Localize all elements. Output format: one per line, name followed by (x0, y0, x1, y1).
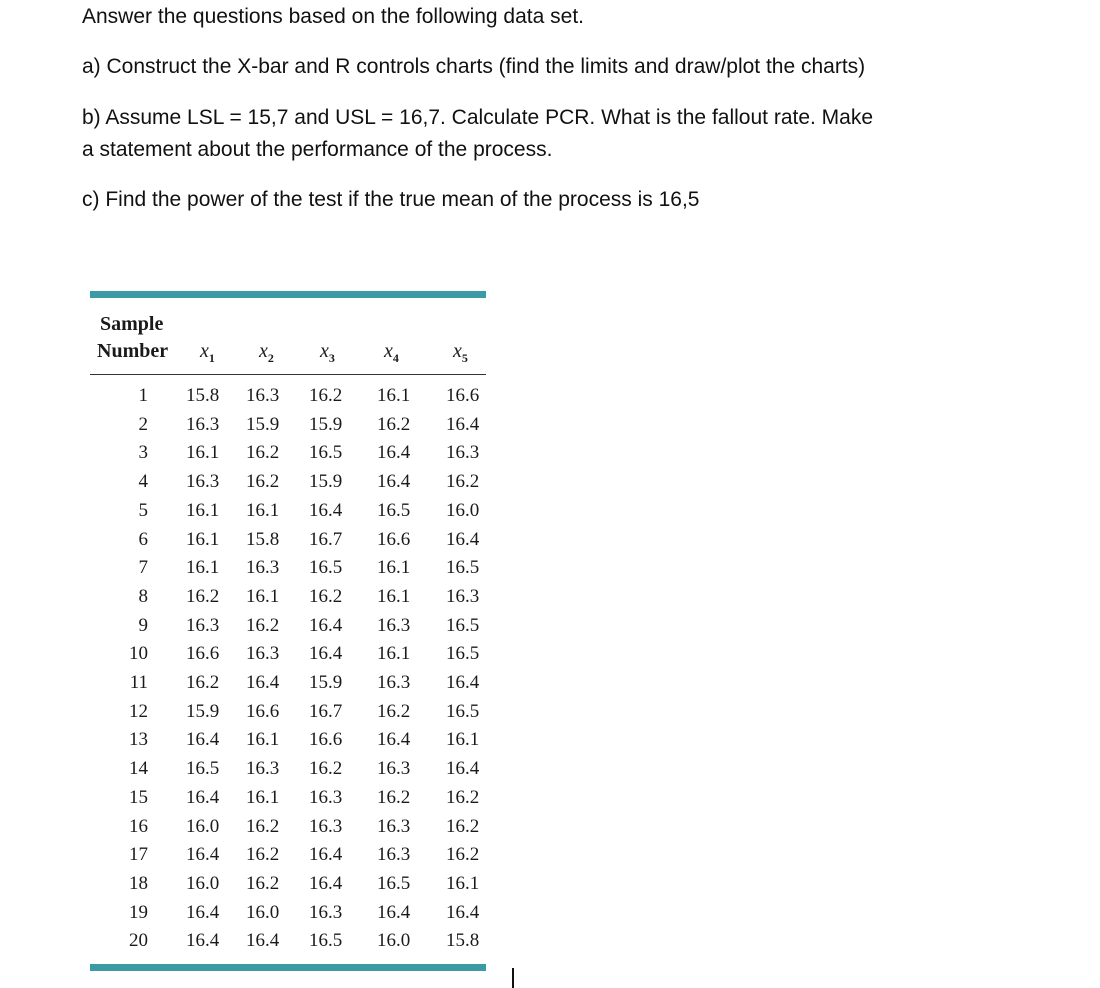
value-cell: 16.1 (246, 786, 280, 808)
value-cell: 16.2 (446, 786, 480, 808)
intro-text: Answer the questions based on the following data set. (82, 5, 584, 28)
value-cell: 16.5 (377, 499, 411, 521)
sample-number-cell: 11 (129, 672, 148, 693)
value-cell: 16.5 (309, 557, 343, 579)
question-b-line1: b) Assume LSL = 15,7 and USL = 16,7. Calculate PCR. What is the fallout rate. Make (82, 106, 874, 129)
table-row (90, 500, 486, 528)
value-cell: 16.0 (446, 499, 480, 521)
value-cell: 16.4 (309, 872, 343, 894)
value-cell: 16.2 (309, 585, 343, 607)
value-cell: 16.0 (377, 930, 411, 952)
value-cell: 16.3 (446, 442, 480, 464)
table-row (90, 816, 486, 844)
value-cell: 16.6 (246, 700, 280, 722)
value-cell: 16.3 (377, 672, 411, 693)
sample-number-cell: 6 (138, 528, 148, 550)
sample-number-cell: 13 (129, 729, 148, 751)
value-cell: 16.7 (309, 700, 343, 722)
value-cell: 16.4 (309, 499, 343, 521)
value-cell: 16.2 (377, 786, 411, 808)
sample-number-cell: 1 (138, 385, 148, 406)
value-cell: 16.4 (309, 844, 343, 866)
value-cell: 16.4 (186, 786, 220, 808)
sample-number-cell: 7 (138, 557, 148, 579)
value-cell: 16.2 (446, 844, 480, 866)
table-row (90, 787, 486, 815)
question-b-line2: a statement about the performance of the process. (82, 138, 553, 161)
sample-number-cell: 19 (129, 901, 148, 923)
value-cell: 15.9 (186, 700, 220, 722)
sample-number-cell: 20 (129, 930, 148, 952)
sample-number-cell: 2 (138, 413, 148, 435)
value-cell: 16.1 (377, 557, 411, 579)
value-cell: 16.1 (246, 585, 280, 607)
table-top-rule (90, 291, 486, 298)
value-cell: 16.1 (446, 729, 480, 751)
value-cell: 16.3 (246, 758, 280, 780)
header-x1: $x_1$ (200, 340, 215, 365)
value-cell: 16.4 (377, 471, 411, 493)
value-cell: 16.0 (186, 815, 220, 837)
value-cell: 15.8 (246, 528, 280, 550)
value-cell: 16.2 (186, 585, 220, 607)
value-cell: 16.3 (377, 844, 411, 866)
table-row (90, 557, 486, 585)
value-cell: 16.2 (246, 844, 280, 866)
value-cell: 16.5 (377, 872, 411, 894)
value-cell: 15.9 (309, 413, 343, 435)
value-cell: 16.1 (186, 528, 220, 550)
value-cell: 16.2 (186, 672, 220, 693)
value-cell: 16.4 (186, 930, 220, 952)
sample-number-cell: 16 (129, 815, 148, 837)
table-row (90, 930, 486, 958)
value-cell: 16.4 (246, 672, 280, 693)
value-cell: 16.4 (377, 901, 411, 923)
value-cell: 16.2 (246, 872, 280, 894)
value-cell: 16.3 (186, 614, 220, 636)
value-cell: 16.4 (377, 442, 411, 464)
value-cell: 16.3 (377, 758, 411, 780)
sample-number-cell: 18 (129, 872, 148, 894)
value-cell: 16.1 (246, 729, 280, 751)
value-cell: 15.8 (446, 930, 480, 952)
value-cell: 16.2 (246, 442, 280, 464)
table-bottom-rule (90, 964, 486, 971)
value-cell: 16.6 (446, 385, 480, 406)
value-cell: 16.2 (446, 815, 480, 837)
sample-number-cell: 9 (138, 614, 148, 636)
value-cell: 16.0 (186, 872, 220, 894)
value-cell: 16.1 (377, 585, 411, 607)
table-row (90, 729, 486, 757)
table-row (90, 902, 486, 930)
table-row (90, 615, 486, 643)
value-cell: 16.4 (446, 901, 480, 923)
value-cell: 16.2 (309, 758, 343, 780)
value-cell: 16.4 (446, 758, 480, 780)
value-cell: 16.2 (377, 700, 411, 722)
value-cell: 15.9 (309, 471, 343, 493)
value-cell: 16.1 (377, 643, 411, 665)
value-cell: 16.2 (246, 815, 280, 837)
table-row (90, 758, 486, 786)
value-cell: 16.2 (246, 614, 280, 636)
value-cell: 16.2 (309, 385, 343, 406)
table-row (90, 701, 486, 729)
sample-number-cell: 14 (129, 758, 148, 780)
value-cell: 16.5 (446, 700, 480, 722)
header-x3: $x_3$ (320, 340, 335, 365)
value-cell: 16.6 (186, 643, 220, 665)
value-cell: 16.4 (246, 930, 280, 952)
value-cell: 16.1 (446, 872, 480, 894)
value-cell: 16.4 (446, 672, 480, 693)
value-cell: 16.3 (377, 614, 411, 636)
value-cell: 16.4 (186, 901, 220, 923)
question-c: c) Find the power of the test if the true mean of the process is 16,5 (82, 188, 700, 211)
value-cell: 16.4 (309, 614, 343, 636)
question-a: a) Construct the X-bar and R controls charts (find the limits and draw/plot the charts) (82, 55, 866, 78)
table-row (90, 529, 486, 557)
value-cell: 15.9 (246, 413, 280, 435)
value-cell: 15.8 (186, 385, 220, 406)
value-cell: 16.5 (186, 758, 220, 780)
value-cell: 16.2 (246, 471, 280, 493)
table-row (90, 643, 486, 671)
header-x2: $x_2$ (259, 340, 274, 365)
table-row (90, 873, 486, 901)
value-cell: 16.0 (246, 901, 280, 923)
value-cell: 16.1 (186, 499, 220, 521)
text-cursor (512, 968, 514, 988)
sample-number-cell: 3 (138, 442, 148, 464)
table-row (90, 414, 486, 442)
value-cell: 16.3 (246, 557, 280, 579)
value-cell: 16.2 (446, 471, 480, 493)
value-cell: 16.7 (309, 528, 343, 550)
sample-number-cell: 8 (138, 585, 148, 607)
value-cell: 16.3 (377, 815, 411, 837)
value-cell: 16.6 (377, 528, 411, 550)
sample-number-cell: 12 (129, 700, 148, 722)
value-cell: 16.1 (186, 442, 220, 464)
table-row (90, 672, 486, 700)
sample-number-cell: 4 (138, 471, 148, 493)
table-row (90, 586, 486, 614)
table-row (90, 442, 486, 470)
value-cell: 16.4 (446, 413, 480, 435)
value-cell: 16.3 (309, 786, 343, 808)
value-cell: 16.4 (309, 643, 343, 665)
value-cell: 16.3 (309, 815, 343, 837)
header-rule (90, 374, 486, 375)
value-cell: 16.3 (446, 585, 480, 607)
table-row (90, 385, 486, 413)
value-cell: 16.1 (186, 557, 220, 579)
value-cell: 16.4 (186, 729, 220, 751)
value-cell: 16.1 (246, 499, 280, 521)
sample-number-cell: 17 (129, 844, 148, 866)
value-cell: 16.5 (446, 557, 480, 579)
value-cell: 16.2 (377, 413, 411, 435)
value-cell: 16.5 (309, 442, 343, 464)
value-cell: 16.3 (246, 385, 280, 406)
value-cell: 16.1 (377, 385, 411, 406)
header-x5: $x_5$ (453, 340, 468, 365)
value-cell: 16.3 (186, 471, 220, 493)
value-cell: 16.3 (309, 901, 343, 923)
value-cell: 16.3 (246, 643, 280, 665)
value-cell: 16.5 (446, 614, 480, 636)
value-cell: 16.4 (377, 729, 411, 751)
value-cell: 16.4 (446, 528, 480, 550)
value-cell: 16.6 (309, 729, 343, 751)
sample-number-cell: 15 (129, 786, 148, 808)
header-x4: $x_4$ (384, 340, 399, 365)
sample-number-cell: 10 (129, 643, 148, 665)
value-cell: 16.5 (446, 643, 480, 665)
value-cell: 16.3 (186, 413, 220, 435)
value-cell: 16.5 (309, 930, 343, 952)
header-sample: Sample (100, 313, 164, 335)
sample-number-cell: 5 (138, 499, 148, 521)
table-row (90, 471, 486, 499)
table-row (90, 844, 486, 872)
header-number: Number (97, 340, 169, 362)
value-cell: 16.4 (186, 844, 220, 866)
value-cell: 15.9 (309, 672, 343, 693)
